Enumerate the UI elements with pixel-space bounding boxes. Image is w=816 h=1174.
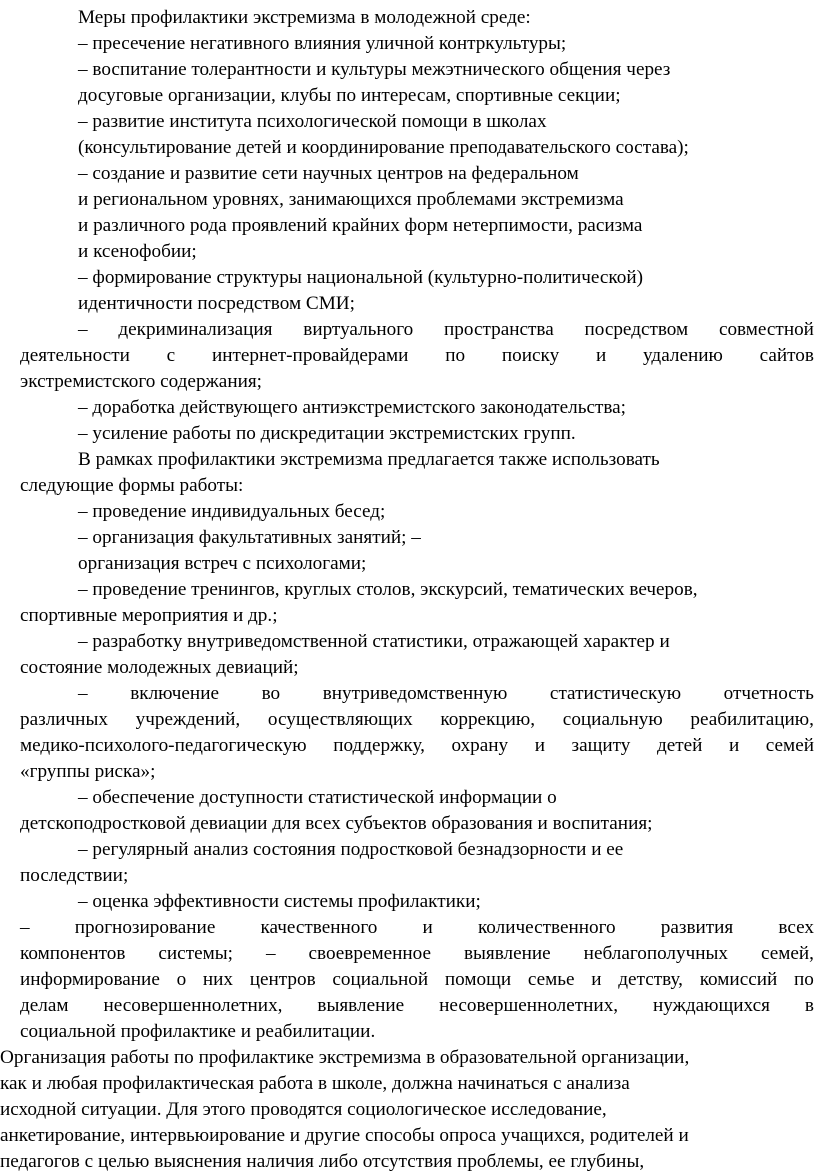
word: социальной — [332, 969, 429, 990]
text-line: спортивные мероприятия и др.; — [20, 605, 278, 626]
word: по — [793, 969, 814, 990]
text-line: последствии; — [20, 865, 129, 886]
word: системы; — [158, 943, 233, 964]
word: включение — [130, 683, 219, 704]
text-line: идентичности посредством СМИ; — [78, 293, 355, 314]
text-line — [20, 942, 814, 966]
word: детей — [656, 735, 703, 756]
word: удалению — [643, 345, 723, 366]
text-line: Организация работы по профилактике экстремизма в образовательной организации, — [0, 1047, 690, 1068]
word: с — [166, 345, 176, 366]
text-line: состояние молодежных девиаций; — [20, 657, 299, 678]
word: учреждений, — [135, 709, 241, 730]
text-line: и различного рода проявлений крайних форм нетерпимости, расизма — [78, 215, 643, 236]
word: детству, — [618, 969, 683, 990]
word: внутриведомственную — [322, 683, 508, 704]
word: нуждающихся — [653, 995, 770, 1016]
text-line: – воспитание толерантности и культуры межэтнического общения через — [78, 59, 671, 80]
text-line: (консультирование детей и координирование преподавательского состава); — [78, 137, 689, 158]
word: декриминализация — [118, 319, 273, 340]
word: – — [78, 319, 88, 340]
word: охрану — [451, 735, 509, 756]
word: информирование — [20, 969, 160, 990]
word: развития — [660, 917, 734, 938]
text-line: – регулярный анализ состояния подростковой безнадзорности и ее — [78, 839, 624, 860]
text-line: и ксенофобии; — [78, 241, 197, 262]
word: статистическую — [549, 683, 682, 704]
word: них — [202, 969, 234, 990]
text-line — [20, 916, 814, 940]
word: различных — [20, 709, 108, 730]
word: и — [728, 735, 740, 756]
word: о — [176, 969, 187, 990]
word: всех — [778, 917, 814, 938]
text-line: детскоподростковой девиации для всех субъектов образования и воспитания; — [20, 813, 653, 834]
text-line: – проведение индивидуальных бесед; — [78, 501, 386, 522]
text-line — [78, 682, 814, 706]
word: выявление — [463, 943, 551, 964]
text-line: исходной ситуации. Для этого проводятся социологическое исследование, — [0, 1099, 607, 1120]
word: во — [261, 683, 281, 704]
text-line: – обеспечение доступности статистической информации о — [78, 787, 557, 808]
text-line — [78, 318, 814, 342]
word: – — [265, 943, 276, 964]
word: делам — [20, 995, 69, 1016]
text-line: педагогов с целью выяснения наличия либо отсутствия проблемы, ее глубины, — [0, 1151, 645, 1172]
text-line: – оценка эффективности системы профилактики; — [78, 891, 481, 912]
word: – — [20, 917, 30, 938]
text-line: следующие формы работы: — [20, 475, 244, 496]
word: и — [595, 345, 607, 366]
text-line — [20, 994, 814, 1018]
word: осуществляющих — [267, 709, 413, 730]
text-line: экстремистского содержания; — [20, 371, 263, 392]
word: комиссий — [699, 969, 778, 990]
word: семей, — [760, 943, 814, 964]
text-line: В рамках профилактики экстремизма предлагается также использовать — [78, 449, 660, 470]
text-line: – развитие института психологической помощи в школах — [78, 111, 547, 132]
text-line: и региональном уровнях, занимающихся проблемами экстремизма — [78, 189, 624, 210]
word: социальную — [562, 709, 663, 730]
word: интернет-провайдерами — [211, 345, 409, 366]
text-line: – создание и развитие сети научных центров на федеральном — [78, 163, 579, 184]
text-line: организация встреч с психологами; — [78, 553, 367, 574]
word: семье — [527, 969, 575, 990]
word: и — [534, 735, 545, 756]
word: качественного — [260, 917, 378, 938]
text-line: как и любая профилактическая работа в школе, должна начинаться с анализа — [0, 1073, 630, 1094]
text-line — [20, 734, 814, 758]
word: количественного — [477, 917, 616, 938]
word: сайтов — [759, 345, 814, 366]
text-line — [20, 344, 814, 368]
text-line: – проведение тренингов, круглых столов, экскурсий, тематических вечеров, — [78, 579, 698, 600]
text-line: Меры профилактики экстремизма в молодежной среде: — [78, 7, 531, 28]
text-line: социальной профилактике и реабилитации. — [20, 1021, 376, 1042]
word: в — [804, 995, 814, 1016]
word: несовершеннолетних, — [439, 995, 619, 1016]
word: несовершеннолетних, — [103, 995, 283, 1016]
word: посредством — [584, 319, 689, 340]
word: поиску — [501, 345, 560, 366]
word: и — [422, 917, 433, 938]
word: реабилитацию, — [690, 709, 814, 730]
word: коррекцию, — [440, 709, 536, 730]
word: пространства — [444, 319, 554, 340]
text-line: «группы риска»; — [20, 761, 156, 782]
text-line: – разработку внутриведомственной статистики, отражающей характер и — [78, 631, 670, 652]
text-line: досуговые организации, клубы по интересам, спортивные секции; — [78, 85, 621, 106]
text-line: – организация факультативных занятий; – — [78, 527, 421, 548]
word: прогнозирование — [74, 917, 216, 938]
word: отчетность — [723, 683, 814, 704]
word: виртуального — [303, 319, 414, 340]
word: семей — [765, 735, 814, 756]
word: неблагополучных — [583, 943, 728, 964]
text-line — [20, 708, 814, 732]
word: защиту — [571, 735, 631, 756]
text-line: – пресечение негативного влияния уличной контркультуры; — [78, 33, 567, 54]
word: своевременное — [308, 943, 431, 964]
text-line: – формирование структуры национальной (культурно-политической) — [78, 267, 643, 288]
word: деятельности — [20, 345, 130, 366]
word: помощи — [444, 969, 512, 990]
word: медико-психолого-педагогическую — [20, 735, 307, 756]
word: выявление — [317, 995, 405, 1016]
word: компонентов — [20, 943, 126, 964]
word: по — [445, 345, 466, 366]
text-line: анкетирование, интервьюирование и другие способы опроса учащихся, родителей и — [0, 1125, 689, 1146]
text-line: – доработка действующего антиэкстремистского законодательства; — [78, 397, 627, 418]
text-line: – усиление работы по дискредитации экстремистских групп. — [78, 423, 576, 444]
word: и — [591, 969, 602, 990]
text-line — [20, 968, 814, 992]
word: – — [78, 683, 88, 704]
word: центров — [249, 969, 316, 990]
word: поддержку, — [333, 735, 425, 756]
word: совместной — [718, 319, 814, 340]
